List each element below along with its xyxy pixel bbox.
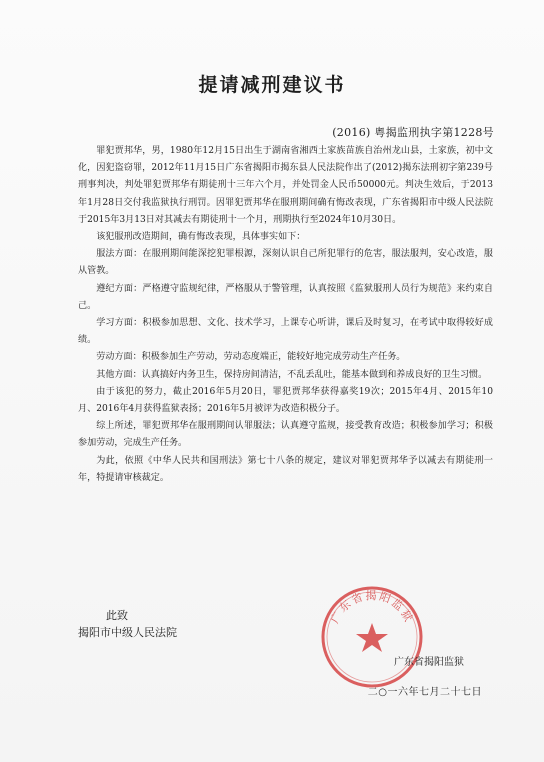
issuing-authority: 广东省揭阳监狱: [394, 657, 464, 668]
recipient-court: 揭阳市中级人民法院: [78, 626, 177, 639]
paragraph-background: 罪犯贾邦华，男，1980年12月15日出生于湖南省湘西土家族苗族自治州龙山县，土家族，初中文化，因犯盗窃罪，2012年11月15日广东省揭阳市揭东县人民法院作出了(2012)揭东法刑初字第239号刑事判决，判处罪犯贾邦华有期徒刑十三年六个月，并处罚金人民币50000元。判决生效后，于2013年1月28日交付我监狱执行刑罚。因罪犯贾邦华在服刑期间确有悔改表现，广东省揭阳市中级人民法院于2015年3月13日对其减去有期徒刑十一个月，刑期执行至2024年10月30日。: [78, 146, 493, 225]
document-number: (2016) 粤揭监刑执字第1228号: [332, 126, 494, 139]
document-body: [78, 143, 493, 487]
paragraph-study: 学习方面：积极参加思想、文化、技术学习，上课专心听讲，课后及时复习，在考试中取得较好成绩。: [78, 318, 493, 346]
official-seal: [320, 585, 424, 689]
svg-text:广东省揭阳监狱: [327, 588, 416, 625]
issue-date: 二○一六年七月二十七日: [367, 687, 482, 698]
paragraph-law-abiding: 服法方面：在服刑期间能深挖犯罪根源，深刻认识自己所犯罪行的危害，服法服判，安心改造，服从管教。: [78, 249, 493, 277]
salutation: 此致: [106, 609, 128, 622]
paragraph-summary: 综上所述，罪犯贾邦华在服刑期间认罪服法；认真遵守监规，接受教育改造；积极参加学习；积极参加劳动，完成生产任务。: [78, 421, 493, 449]
paragraph-other: 其他方面：认真搞好内务卫生，保持房间清洁，不乱丢乱吐，能基本做到和养成良好的卫生习惯。: [96, 369, 488, 380]
paragraph-awards: 由于该犯的努力，截止2016年5月20日，罪犯贾邦华获得嘉奖19次；2015年4月、2015年10月、2016年4月获得监狱表扬；2016年5月被评为改造积极分子。: [78, 386, 493, 415]
paragraph-labor: 劳动方面：积极参加生产劳动，劳动态度端正，能较好地完成劳动生产任务。: [96, 352, 406, 363]
paragraph-recommendation: 为此，依照《中华人民共和国刑法》第七十八条的规定，建议对罪犯贾邦华予以减去有期徒刑一年，特提请审核裁定。: [78, 455, 493, 483]
document-title: 提请减刑建议书: [198, 74, 346, 96]
paragraph-intro-facts: 该犯服刑改造期间，确有悔改表现，具体事实如下：: [96, 232, 306, 243]
seal-text: 广东省揭阳监狱: [328, 589, 416, 626]
addressee-block: [78, 607, 177, 641]
seal-star-icon: [356, 623, 388, 652]
paragraph-discipline: 遵纪方面：严格遵守监规纪律，严格服从于警管理，认真按照《监狱服刑人员行为规范》来约束自己。: [78, 283, 493, 311]
